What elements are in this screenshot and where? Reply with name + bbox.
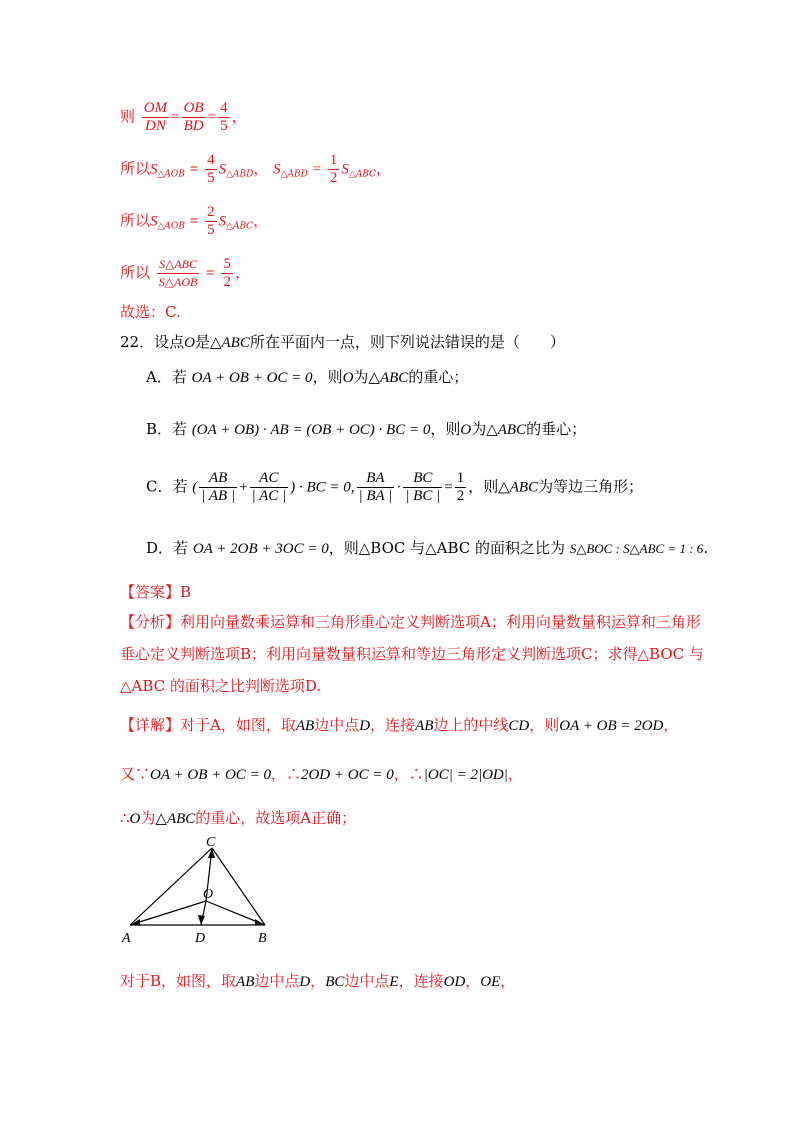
text: ，则 — [430, 420, 461, 438]
denominator: | BA | — [358, 488, 393, 504]
segment-AB: AB — [295, 718, 315, 734]
denominator: S△AOB — [158, 275, 198, 289]
option-A — [146, 366, 468, 389]
text: 的垂心； — [526, 420, 587, 438]
triangle-label: △ABC — [368, 370, 409, 386]
detail-line-3 — [120, 807, 356, 830]
text: 为 — [353, 368, 369, 386]
text: 22．设点 — [120, 333, 185, 351]
detail-line-1 — [120, 714, 678, 737]
area-symbol: S — [150, 161, 158, 178]
vector-expression: OA + OB + OC = 0 — [191, 370, 313, 386]
detail-line-4 — [120, 970, 515, 993]
text: 的重心； — [408, 368, 469, 386]
equals: = — [189, 213, 199, 230]
numerator: 1 — [456, 470, 465, 486]
magnitude-expression: |OC| = 2|OD| — [423, 767, 508, 783]
plus: + — [239, 479, 248, 496]
option-B — [146, 418, 586, 441]
label-C: C — [206, 835, 216, 850]
point-D: D — [299, 974, 311, 990]
area-symbol: S — [218, 161, 227, 178]
text: ， — [234, 263, 250, 282]
equals: = — [207, 109, 217, 126]
option-label: B．若 — [146, 420, 188, 438]
point-O: O — [184, 335, 195, 351]
numerator: S△ABC — [157, 256, 200, 274]
prev-line-2 — [120, 152, 391, 187]
point-O: O — [129, 811, 141, 827]
segment-OE: OE — [480, 974, 501, 990]
area-ratio: S△BOC : S△ABC = 1 : 6 — [569, 541, 704, 556]
unit-vector-fraction — [250, 470, 289, 505]
analysis-line-3 — [120, 675, 321, 697]
text: ，则 — [529, 716, 560, 734]
numerator: OB — [183, 100, 204, 116]
detail-line-2 — [120, 763, 523, 786]
analysis-line-1 — [120, 611, 701, 633]
option-label: A．若 — [146, 368, 187, 386]
answer-value: B — [180, 583, 192, 601]
point-E: E — [389, 974, 399, 990]
numerator: 4 — [207, 152, 215, 168]
text: 垂心定义判断选项B；利用向量数量积运算和等边三角形定义判断选项C；求得△BOC 与 — [120, 645, 704, 663]
denominator: 5 — [220, 118, 228, 134]
equals: = — [206, 265, 215, 282]
label-D: D — [195, 931, 206, 946]
area-symbol: S — [273, 161, 281, 178]
option-label: D．若 — [146, 539, 189, 557]
analysis-line-2 — [120, 643, 704, 665]
detail-label: 【详解】 — [120, 716, 181, 734]
numerator: OM — [143, 100, 168, 116]
text: 为等边三角形； — [538, 477, 644, 496]
text: ， — [376, 159, 392, 178]
vector-expression: ) · BC = 0, — [290, 479, 355, 496]
text: 的重心，故选项A正确； — [195, 809, 357, 827]
subscript: △AOB — [157, 221, 185, 232]
area-symbol: S — [150, 213, 158, 230]
vector-expression: OA + OB + OC = 0 — [150, 767, 271, 783]
equals: = — [444, 479, 453, 496]
text: 所以 — [120, 263, 151, 282]
text: △ABC 的面积之比判断选项D. — [120, 677, 322, 695]
arrowhead-D — [198, 915, 205, 925]
segment-BC: BC — [325, 974, 345, 990]
segment-AB: AB — [415, 718, 434, 734]
prev-line-4 — [120, 256, 250, 291]
text: ，则△BOC 与△ABC 的面积之比为 — [328, 539, 566, 557]
triangle-label: △ABC — [155, 811, 196, 827]
text: ， — [231, 107, 247, 126]
subscript: △ABC — [226, 221, 254, 232]
numerator: AC — [250, 470, 289, 488]
text: 边中点 — [314, 716, 360, 734]
label-B: B — [258, 931, 267, 946]
text: ， — [465, 972, 481, 990]
text: ∴ — [120, 809, 130, 827]
numerator: 5 — [223, 256, 231, 272]
numerator: 1 — [329, 152, 338, 168]
triangle-label: △ABC — [486, 422, 527, 438]
text: 边上的中线 — [433, 716, 509, 734]
unit-vector-fraction — [403, 470, 442, 505]
fraction — [455, 470, 467, 505]
denominator: DN — [145, 118, 166, 134]
label-O: O — [203, 887, 214, 902]
point-O: O — [342, 370, 354, 386]
answer-label: 【答案】 — [120, 583, 181, 601]
fraction — [142, 100, 169, 135]
text: ，∴ — [270, 765, 301, 783]
unit-vector-fraction — [357, 470, 395, 505]
text: ，连接 — [370, 716, 416, 734]
analysis-label: 【分析】 — [120, 613, 181, 631]
numerator: 2 — [207, 204, 215, 220]
dot: · — [396, 479, 402, 496]
fraction — [205, 152, 217, 187]
unit-vector-fraction — [199, 470, 237, 505]
denominator: 2 — [223, 274, 231, 290]
prev-line-1 — [120, 100, 247, 135]
numerator: BA — [357, 470, 395, 488]
fraction — [218, 100, 230, 135]
text: 边中点 — [344, 972, 390, 990]
denominator: 5 — [207, 170, 215, 186]
prev-line-3 — [120, 204, 268, 239]
text: 为 — [471, 420, 487, 438]
text: ， — [310, 972, 326, 990]
segment-OD: OD — [443, 974, 466, 990]
denominator: 2 — [456, 488, 465, 504]
text: 为 — [140, 809, 156, 827]
equals: = — [171, 109, 180, 126]
text: ， — [663, 716, 679, 734]
answer-line — [120, 581, 191, 603]
vector-expression: (OA + OB) · AB = (OB + OC) · BC = 0 — [191, 422, 431, 438]
text: ， — [507, 765, 523, 783]
question-stem — [120, 331, 565, 354]
denominator: BD — [183, 118, 204, 134]
text: ，∴ — [393, 765, 424, 783]
text: ，则 — [468, 477, 499, 496]
option-label: C．若 — [146, 477, 188, 496]
numerator: BC — [403, 470, 442, 488]
text: 所以 — [120, 211, 151, 230]
numerator: AB — [199, 470, 237, 488]
text: ，连接 — [398, 972, 444, 990]
vector-expression: 2OD + OC = 0 — [300, 767, 394, 783]
triangle-label: △ABC — [498, 479, 539, 496]
subscript: △ABC — [348, 169, 377, 180]
fraction — [221, 256, 233, 291]
denominator: | AB | — [201, 488, 236, 504]
edge-AC — [130, 848, 212, 925]
vector-expression: OA + 2OB + 3OC = 0 — [192, 541, 329, 557]
area-symbol: S — [341, 161, 349, 178]
text: ， — [500, 972, 516, 990]
fraction — [182, 100, 206, 135]
fraction — [328, 152, 340, 187]
option-D — [146, 537, 708, 560]
triangle-figure — [118, 830, 298, 950]
text: 则 — [120, 107, 136, 126]
choice-conclusion: 故选：C. — [120, 303, 181, 321]
point-O: O — [460, 422, 472, 438]
text: 所在平面内一点，则下列说法错误的是（ ） — [249, 333, 565, 351]
text: 又∵ — [120, 765, 151, 783]
numerator: 4 — [220, 100, 228, 116]
denominator: | AC | — [251, 488, 287, 504]
text: 是 — [194, 333, 210, 351]
point-D: D — [359, 718, 371, 734]
equals: = — [312, 161, 322, 178]
prev-line-5 — [120, 301, 181, 323]
paren: ( — [192, 479, 198, 496]
text: 利用向量数乘运算和三角形重心定义判断选项A；利用向量数量积运算和三角形 — [180, 613, 701, 631]
area-symbol: S — [218, 213, 227, 230]
text: . — [703, 539, 709, 557]
label-A: A — [122, 931, 131, 946]
subscript: △AOB — [157, 169, 185, 180]
subscript: △ABD — [280, 169, 308, 180]
segment-AB: AB — [236, 974, 255, 990]
text: 所以 — [120, 159, 151, 178]
subscript: △ABD — [226, 169, 254, 180]
equals: = — [189, 161, 199, 178]
text: ，则 — [312, 368, 343, 386]
denominator: 2 — [329, 170, 338, 186]
triangle-label: △ABC — [209, 335, 250, 351]
edge-BC — [212, 848, 265, 925]
fraction — [157, 256, 200, 291]
text: ， — [253, 211, 269, 230]
text: 对于B，如图，取 — [120, 972, 237, 990]
denominator: | BC | — [405, 488, 441, 504]
denominator: 5 — [207, 222, 215, 238]
text: ， — [253, 159, 269, 178]
vector-expression: OA + OB = 2OD — [559, 718, 664, 734]
segment-CD: CD — [508, 718, 530, 734]
option-C — [146, 470, 643, 505]
text: 边中点 — [254, 972, 300, 990]
text: 对于A，如图，取 — [180, 716, 296, 734]
segment-OA — [130, 901, 206, 925]
fraction — [205, 204, 217, 239]
